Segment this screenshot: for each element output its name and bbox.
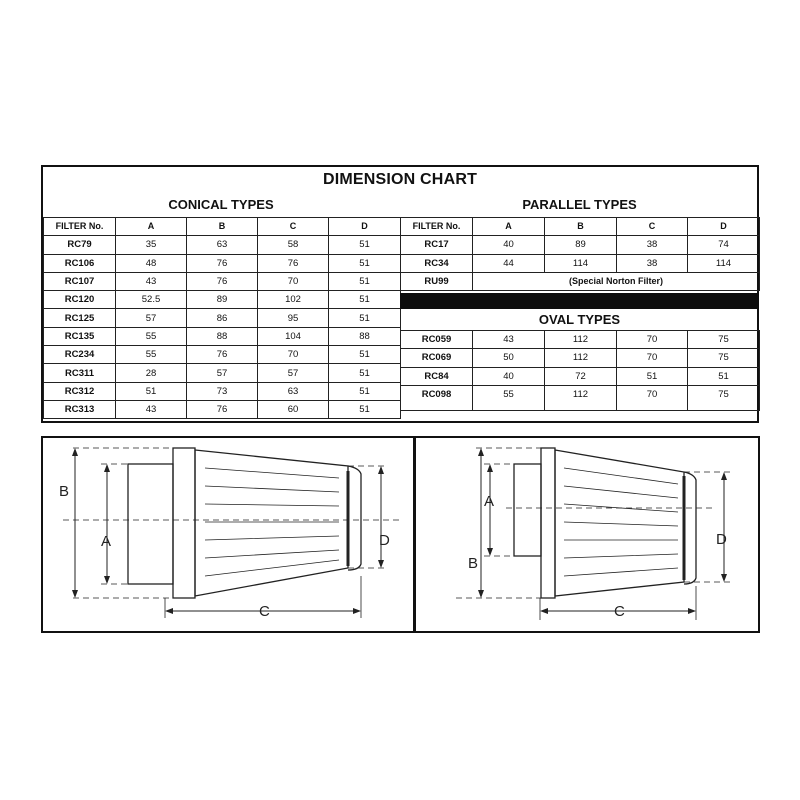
dimension-value: 88 xyxy=(329,327,401,345)
dimension-value: 73 xyxy=(187,382,258,400)
column-header-b: B xyxy=(545,218,617,236)
dimension-value: 70 xyxy=(258,346,329,364)
dimension-value: 86 xyxy=(187,309,258,327)
dimension-value: 70 xyxy=(617,331,688,349)
parallel-types-title: PARALLEL TYPES xyxy=(522,197,637,212)
dimension-label-b: B xyxy=(468,555,479,572)
special-note: (Special Norton Filter) xyxy=(473,272,760,290)
chart-title: DIMENSION CHART xyxy=(322,171,478,188)
dimension-value: 114 xyxy=(688,254,760,272)
dimension-value: 95 xyxy=(258,309,329,327)
dimension-value: 75 xyxy=(688,331,760,349)
table-row xyxy=(401,385,760,410)
dimension-value: 55 xyxy=(473,385,545,410)
dimension-value: 112 xyxy=(545,385,617,410)
dimension-value: 104 xyxy=(258,327,329,345)
oval-table xyxy=(400,330,760,411)
parallel-filter-diagram xyxy=(414,436,760,633)
dimension-value: 44 xyxy=(473,254,545,272)
column-header-d: D xyxy=(329,218,401,236)
dimension-value: 51 xyxy=(329,272,401,290)
table-row xyxy=(44,254,401,272)
conical-filter-drawing xyxy=(43,438,413,631)
dimension-value: 75 xyxy=(688,349,760,367)
table-row xyxy=(401,236,760,254)
dimension-value: 50 xyxy=(473,349,545,367)
column-header-a: A xyxy=(473,218,545,236)
dimension-value: 70 xyxy=(617,385,688,410)
dimension-value: 63 xyxy=(258,382,329,400)
dimension-value: 51 xyxy=(116,382,187,400)
column-header-c: C xyxy=(258,218,329,236)
dimension-value: 58 xyxy=(258,236,329,254)
table-row xyxy=(401,254,760,272)
column-header-filter-no: FILTER No. xyxy=(401,218,473,236)
table-row xyxy=(401,349,760,367)
dimension-label-d: D xyxy=(716,531,727,548)
table-row xyxy=(44,382,401,400)
filter-id: RC312 xyxy=(44,382,116,400)
table-row xyxy=(44,236,401,254)
dimension-value: 72 xyxy=(545,367,617,385)
dimension-value: 89 xyxy=(187,291,258,309)
filter-id: RC311 xyxy=(44,364,116,382)
table-row xyxy=(401,367,760,385)
table-row xyxy=(44,309,401,327)
dimension-value: 28 xyxy=(116,364,187,382)
dimension-value: 38 xyxy=(617,254,688,272)
dimension-value: 75 xyxy=(688,385,760,410)
filter-id: RC84 xyxy=(401,367,473,385)
dimension-value: 76 xyxy=(258,254,329,272)
dimension-value: 63 xyxy=(187,236,258,254)
dimension-value: 51 xyxy=(329,309,401,327)
dimension-value: 112 xyxy=(545,349,617,367)
filter-id: RC135 xyxy=(44,327,116,345)
dimension-value: 57 xyxy=(258,364,329,382)
dimension-label-a: A xyxy=(484,493,495,510)
dimension-value: 43 xyxy=(116,400,187,418)
filter-id: RC234 xyxy=(44,346,116,364)
dimension-value: 43 xyxy=(473,331,545,349)
filter-id: RC79 xyxy=(44,236,116,254)
dimension-value: 35 xyxy=(116,236,187,254)
dimension-value: 38 xyxy=(617,236,688,254)
dimension-value: 51 xyxy=(617,367,688,385)
filter-id: RC106 xyxy=(44,254,116,272)
table-row xyxy=(44,400,401,418)
table-row xyxy=(44,346,401,364)
dimension-value: 76 xyxy=(187,400,258,418)
filter-id: RU99 xyxy=(401,272,473,290)
filter-id: RC069 xyxy=(401,349,473,367)
dimension-value: 57 xyxy=(116,309,187,327)
dimension-value: 89 xyxy=(545,236,617,254)
dimension-value: 51 xyxy=(329,346,401,364)
dimension-value: 112 xyxy=(545,331,617,349)
conical-table xyxy=(43,217,401,419)
filter-id: RC17 xyxy=(401,236,473,254)
dimension-value: 51 xyxy=(329,382,401,400)
section-divider-bar xyxy=(400,293,759,309)
dimension-value: 57 xyxy=(187,364,258,382)
column-header-d: D xyxy=(688,218,760,236)
dimension-value: 51 xyxy=(688,367,760,385)
dimension-label-c: C xyxy=(259,603,270,620)
column-header-c: C xyxy=(617,218,688,236)
dimension-value: 51 xyxy=(329,291,401,309)
dimension-value: 70 xyxy=(258,272,329,290)
dimension-value: 76 xyxy=(187,254,258,272)
column-header-filter-no: FILTER No. xyxy=(44,218,116,236)
table-row xyxy=(44,327,401,345)
dimension-value: 51 xyxy=(329,236,401,254)
dimension-value: 43 xyxy=(116,272,187,290)
table-row xyxy=(44,364,401,382)
column-header-b: B xyxy=(187,218,258,236)
dimension-value: 76 xyxy=(187,272,258,290)
filter-id: RC125 xyxy=(44,309,116,327)
dimension-value: 88 xyxy=(187,327,258,345)
dimension-value: 55 xyxy=(116,327,187,345)
oval-types-title: OVAL TYPES xyxy=(538,312,621,327)
dimension-label-c: C xyxy=(614,603,625,620)
dimension-value: 70 xyxy=(617,349,688,367)
table-row xyxy=(44,272,401,290)
dimension-value: 51 xyxy=(329,400,401,418)
dimension-value: 51 xyxy=(329,364,401,382)
conical-types-title: CONICAL TYPES xyxy=(168,197,274,212)
dimension-value: 60 xyxy=(258,400,329,418)
conical-filter-diagram xyxy=(41,436,415,633)
dimension-value: 114 xyxy=(545,254,617,272)
dimension-value: 55 xyxy=(116,346,187,364)
dimension-value: 40 xyxy=(473,367,545,385)
dimension-value: 102 xyxy=(258,291,329,309)
table-row xyxy=(44,291,401,309)
filter-id: RC34 xyxy=(401,254,473,272)
dimension-label-a: A xyxy=(101,533,112,550)
dimension-chart xyxy=(41,165,759,423)
dimension-value: 40 xyxy=(473,236,545,254)
dimension-value: 51 xyxy=(329,254,401,272)
filter-id: RC107 xyxy=(44,272,116,290)
table-row xyxy=(401,331,760,349)
filter-id: RC313 xyxy=(44,400,116,418)
filter-id: RC098 xyxy=(401,385,473,410)
parallel-table xyxy=(400,217,760,291)
dimension-label-b: B xyxy=(59,483,70,500)
filter-id: RC120 xyxy=(44,291,116,309)
column-header-a: A xyxy=(116,218,187,236)
dimension-value: 74 xyxy=(688,236,760,254)
dimension-value: 52.5 xyxy=(116,291,187,309)
parallel-filter-drawing xyxy=(416,438,758,631)
dimension-label-d: D xyxy=(379,532,390,549)
dimension-value: 48 xyxy=(116,254,187,272)
dimension-value: 76 xyxy=(187,346,258,364)
filter-id: RC059 xyxy=(401,331,473,349)
table-row xyxy=(401,272,760,290)
